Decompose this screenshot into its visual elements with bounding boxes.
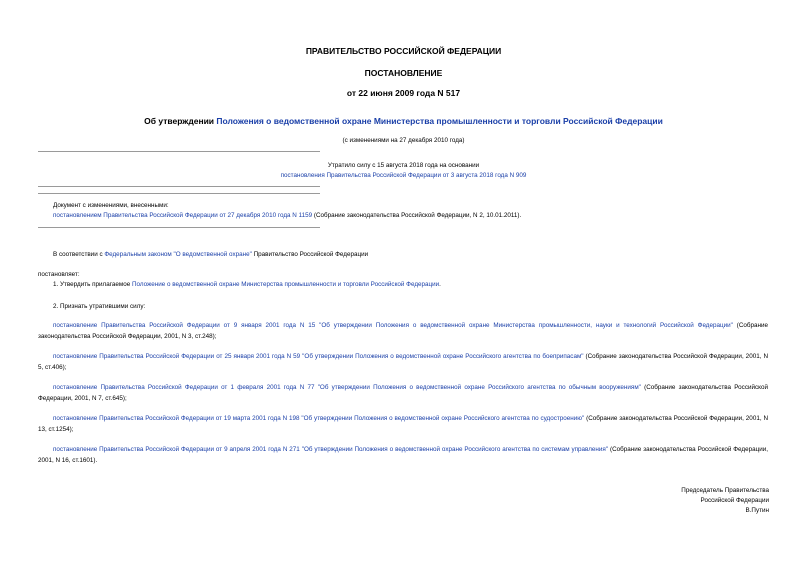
repealed-item (38, 414, 768, 435)
decrees-word: постановляет: (38, 271, 80, 278)
divider (38, 193, 320, 194)
basis-paragraph (53, 250, 368, 259)
repealed-source: (Собрание законодательства Российской Федерации, 2001, N 16, ст.1601). (38, 446, 768, 464)
repealed-decree-link[interactable]: постановление Правительства Российской Федерации от 25 января 2001 года N 59 "Об утверждении Положения о ведомственной охране Российского агентства по боеприпасам" (53, 353, 584, 360)
government-heading: ПРАВИТЕЛЬСТВО РОССИЙСКОЙ ФЕДЕРАЦИИ (305, 46, 502, 56)
item-1 (53, 280, 441, 289)
signature-position-line2: Российской Федерации (700, 497, 769, 504)
repealed-source: (Собрание законодательства Российской Федерации, 2001, N 5, ст.406); (38, 353, 768, 371)
divider (38, 227, 320, 228)
repealed-item (38, 445, 768, 466)
document-date-number: от 22 июня 2009 года N 517 (346, 88, 461, 98)
federal-law-link[interactable]: Федеральным законом "О ведомственной охране" (104, 251, 252, 258)
divider (38, 151, 320, 152)
repealed-item (38, 321, 768, 342)
repealed-source: (Собрание законодательства Российской Федерации, 2001, N 7, ст.645); (38, 384, 769, 402)
repealed-decree-link[interactable]: постановление Правительства Российской Федерации от 9 января 2001 года N 15 "Об утверждении Положения о ведомственной охране Министерства промышленности, науки и технологий Российской Федерации" (53, 322, 733, 329)
repeal-decree-link[interactable]: постановления Правительства Российской Федерации от 3 августа 2018 года N 909 (280, 172, 527, 179)
title-regulation-link[interactable]: Положения о ведомственной охране Министерства промышленности и торговли Российской Федерации (216, 116, 663, 126)
document-type-heading: ПОСТАНОВЛЕНИЕ (364, 68, 443, 78)
signature-block (681, 486, 769, 516)
changes-label: Документ с изменениями, внесенными: (53, 202, 169, 209)
title-prefix: Об утверждении (144, 116, 217, 126)
approved-regulation-link[interactable]: Положение о ведомственной охране Министерства промышленности и торговли Российской Федерации (131, 281, 440, 288)
item-2: 2. Признать утратившими силу: (53, 303, 146, 310)
repealed-item (38, 352, 768, 373)
repealed-decree-link[interactable]: постановление Правительства Российской Федерации от 1 февраля 2001 года N 77 "Об утверждении Положения о ведомственной охране Российского агентства по обычным вооружениям" (53, 384, 641, 391)
changes-entry (53, 211, 521, 220)
changes-decree-link[interactable]: постановлением Правительства Российской Федерации от 27 декабря 2010 года N 1159 (53, 212, 313, 219)
repealed-source: (Собрание законодательства Российской Федерации, 2001, N 3, ст.248); (38, 322, 768, 340)
signature-name: В.Путин (745, 507, 769, 514)
repealed-decree-link[interactable]: постановление Правительства Российской Федерации от 9 апреля 2001 года N 271 "Об утверждении Положения о ведомственной охране Российского агентства по системам управления" (53, 446, 609, 453)
repealed-decree-link[interactable]: постановление Правительства Российской Федерации от 19 марта 2001 года N 198 "Об утверждении Положения о ведомственной охране Российского агентства по судостроению" (53, 415, 585, 422)
signature-position: Председатель Правительства (681, 487, 769, 494)
repeal-note: Утратило силу с 15 августа 2018 года на основании (327, 162, 480, 169)
amendments-note: (с изменениями на 27 декабря 2010 года) (342, 137, 465, 144)
basis-prefix: В соответствии с (53, 251, 105, 258)
divider (38, 186, 320, 187)
item-1-prefix: 1. Утвердить прилагаемое (53, 281, 132, 288)
basis-suffix: Правительство Российской Федерации (251, 251, 369, 258)
document-title (0, 116, 807, 126)
repealed-source: (Собрание законодательства Российской Федерации, 2001, N 13, ст.1254); (38, 415, 768, 433)
item-1-suffix: . (439, 281, 441, 288)
repealed-item (38, 383, 768, 404)
changes-source: (Собрание законодательства Российской Федерации, N 2, 10.01.2011). (312, 212, 522, 219)
